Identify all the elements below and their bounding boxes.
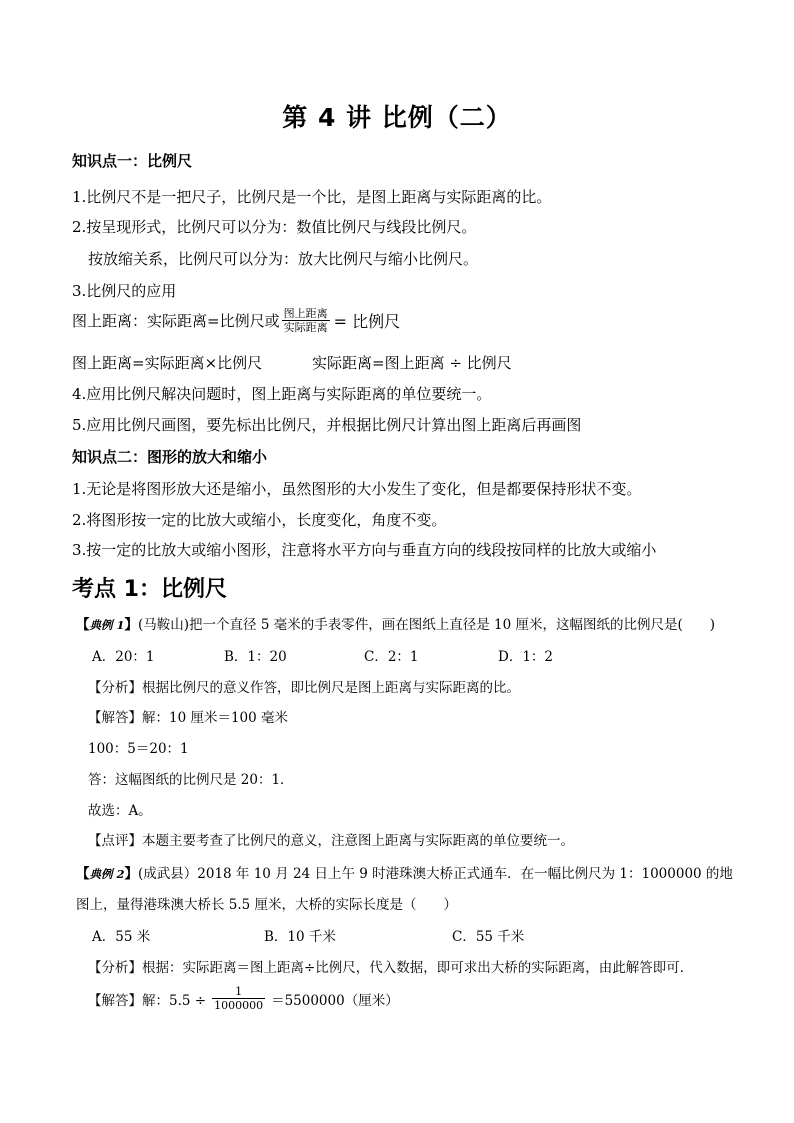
example-1-stem bbox=[76, 613, 715, 633]
formula-line bbox=[72, 307, 400, 334]
example-2-answer-line bbox=[88, 985, 399, 1012]
example-2-option-b: B．10 千米 bbox=[264, 929, 336, 945]
example-1-answer-line-1: 【解答】解：10 厘米＝100 毫米 bbox=[88, 710, 289, 726]
fraction-denominator: 实际距离 bbox=[283, 321, 328, 334]
example-2-fraction bbox=[212, 985, 265, 1012]
knowledge-2-line-3: 3.按一定的比放大或缩小图形，注意将水平方向与垂直方向的线段按同样的比放大或缩小 bbox=[72, 541, 657, 559]
example-1-analysis: 【分析】根据比例尺的意义作答，即比例尺是图上距离与实际距离的比。 bbox=[88, 680, 520, 696]
knowledge-1-line-7: 4.应用比例尺解决问题时，图上距离与实际距离的单位要统一。 bbox=[72, 385, 492, 403]
example-2-bracket-close: 】 bbox=[124, 866, 139, 882]
example-1-option-c: C．2：1 bbox=[364, 649, 419, 665]
example-2-answer-suffix: ＝5500000（厘米） bbox=[271, 992, 399, 1009]
example-2-stem-line-1 bbox=[76, 862, 733, 882]
example-2-tag: 典例 2 bbox=[89, 867, 125, 881]
example-2-question: (成武县）2018 年 10 月 24 日上午 9 时港珠澳大桥正式通车．在一幅比例尺为 1：1000000 的地 bbox=[138, 866, 733, 882]
knowledge-1-line-3: 按放缩关系，比例尺可以分为：放大比例尺与缩小比例尺。 bbox=[88, 250, 479, 268]
example-2-stem-line-2: 图上，量得港珠澳大桥长 5.5 厘米，大桥的实际长度是（ ） bbox=[76, 897, 458, 913]
section-heading-knowledge-2: 知识点二：图形的放大和缩小 bbox=[72, 448, 268, 466]
fraction bbox=[282, 307, 330, 334]
example-1-answer-line-2: 100：5＝20：1 bbox=[88, 741, 189, 757]
example-1-option-b: B．1：20 bbox=[224, 649, 287, 665]
example-2-option-c: C．55 千米 bbox=[452, 929, 525, 945]
knowledge-1-line-2: 2.按呈现形式，比例尺可以分为：数值比例尺与线段比例尺。 bbox=[72, 218, 477, 236]
example-1-bracket-open: 【 bbox=[76, 617, 90, 633]
example-2-fraction-numerator: 1 bbox=[235, 985, 243, 998]
knowledge-1-line-1: 1.比例尺不是一把尺子，比例尺是一个比，是图上距离与实际距离的比。 bbox=[72, 188, 552, 206]
knowledge-1-line-6b: 实际距离=图上距离 ÷ 比例尺 bbox=[312, 354, 512, 372]
example-1-question: (马鞍山)把一个直径 5 毫米的手表零件，画在图纸上直径是 10 厘米，这幅图纸的比例尺是( ) bbox=[138, 617, 716, 633]
exam-point-heading: 考点 1：比例尺 bbox=[72, 577, 227, 602]
knowledge-2-line-1: 1.无论是将图形放大还是缩小，虽然图形的大小发生了变化，但是都要保持形状不变。 bbox=[72, 480, 642, 498]
example-2-option-a: A．55 米 bbox=[92, 929, 151, 945]
example-1-option-d: D．1：2 bbox=[498, 649, 554, 665]
example-2-analysis: 【分析】根据：实际距离＝图上距离÷比例尺，代入数据，即可求出大桥的实际距离，由此解答即可． bbox=[88, 960, 694, 976]
formula-prefix: 图上距离：实际距离=比例尺或 bbox=[72, 312, 280, 330]
example-1-comment: 【点评】本题主要考查了比例尺的意义，注意图上距离与实际距离的单位要统一。 bbox=[88, 833, 574, 849]
example-1-answer-line-4: 故选：A。 bbox=[88, 803, 152, 819]
example-2-fraction-denominator: 1000000 bbox=[214, 999, 264, 1012]
knowledge-1-line-8: 5.应用比例尺画图，要先标出比例尺，并根据比例尺计算出图上距离后再画图 bbox=[72, 416, 582, 434]
knowledge-1-line-4: 3.比例尺的应用 bbox=[72, 282, 177, 300]
example-1-bracket-close: 】 bbox=[124, 617, 139, 633]
example-2-answer-prefix: 【解答】解：5.5 ÷ bbox=[88, 992, 207, 1009]
fraction-numerator: 图上距离 bbox=[283, 307, 328, 320]
section-heading-knowledge-1: 知识点一：比例尺 bbox=[72, 152, 193, 170]
knowledge-2-line-2: 2.将图形按一定的比放大或缩小，长度变化，角度不变。 bbox=[72, 511, 447, 529]
example-1-option-a: A．20：1 bbox=[92, 649, 155, 665]
example-1-answer-line-3: 答：这幅图纸的比例尺是 20：1． bbox=[88, 772, 294, 788]
example-2-bracket-open: 【 bbox=[76, 866, 90, 882]
knowledge-1-line-6a: 图上距离=实际距离×比例尺 bbox=[72, 354, 263, 372]
example-1-tag: 典例 1 bbox=[89, 618, 125, 632]
formula-suffix: = 比例尺 bbox=[333, 312, 401, 331]
page-title: 第 4 讲 比例（二） bbox=[282, 103, 512, 132]
